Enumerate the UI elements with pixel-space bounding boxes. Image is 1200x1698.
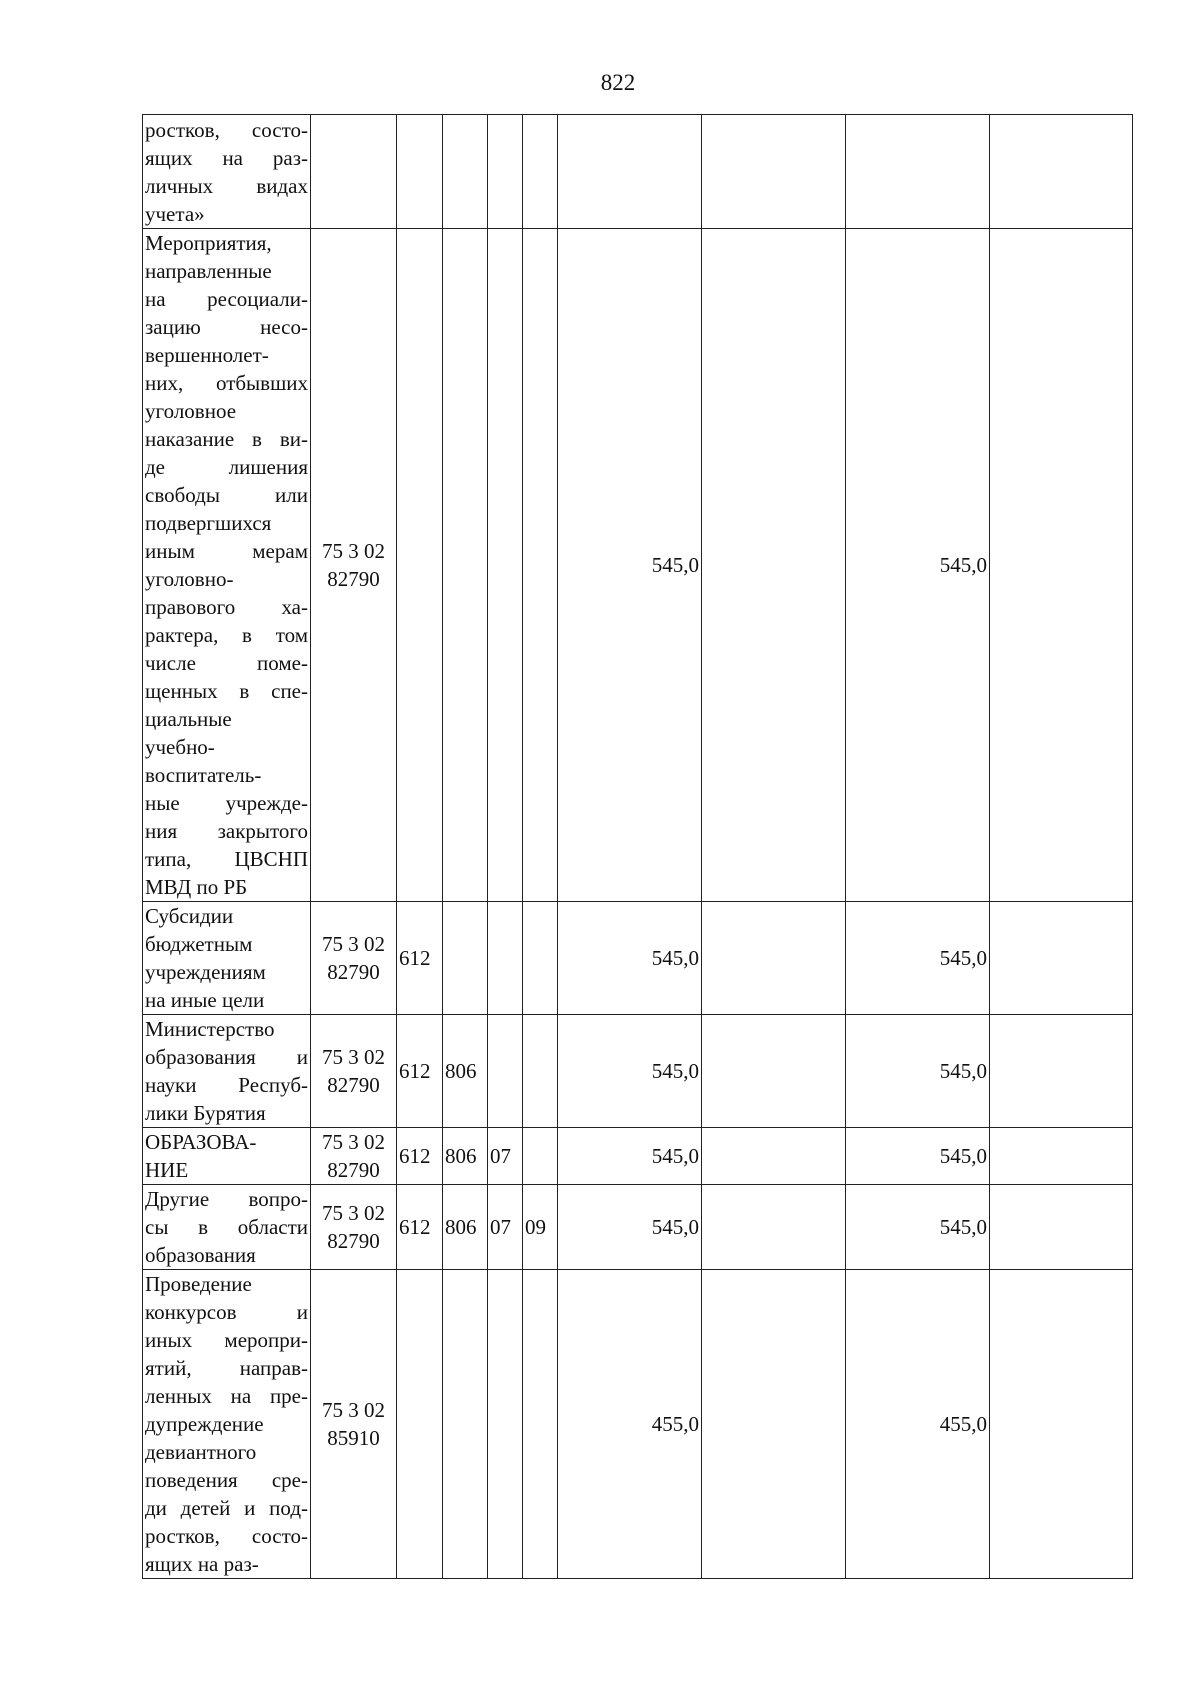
amount-col-4	[990, 902, 1133, 1015]
budget-table	[142, 114, 1133, 1579]
code-col-2: 806	[443, 1128, 488, 1185]
row-name	[143, 1015, 311, 1128]
code-col-2	[443, 1270, 488, 1579]
code-col-3	[488, 1270, 523, 1579]
code-col-3	[488, 229, 523, 902]
row-name-text: ростков, состо- ящих на раз- личных видах учета»	[145, 117, 308, 226]
amount-col-2	[702, 115, 846, 229]
code-col-3: 07	[488, 1185, 523, 1270]
amount-col-4	[990, 1128, 1133, 1185]
code-col-1: 612	[397, 1185, 443, 1270]
code-col-1: 612	[397, 1128, 443, 1185]
row-name-text: Проведение конкурсов и иных меропри- ятий, направ- ленных на пре- дупреждение девиантного поведения сре- ди детей и под- ростков, состо- ящих на раз-	[145, 1272, 308, 1576]
amount-col-4	[990, 1015, 1133, 1128]
row-name	[143, 229, 311, 902]
kbk-code: 75 3 02 82790	[311, 1185, 397, 1270]
amount-col-2	[702, 1015, 846, 1128]
code-col-2	[443, 902, 488, 1015]
row-name	[143, 115, 311, 229]
code-col-4	[523, 902, 558, 1015]
amount-col-4	[990, 115, 1133, 229]
table-row	[143, 1015, 1133, 1128]
code-col-4: 09	[523, 1185, 558, 1270]
table-row	[143, 902, 1133, 1015]
amount-col-3	[846, 115, 990, 229]
code-col-4	[523, 229, 558, 902]
code-col-3	[488, 902, 523, 1015]
table-row	[143, 115, 1133, 229]
row-name-text: Субсидии бюджетным учреждениям на иные цели	[145, 904, 266, 1012]
code-col-4	[523, 1128, 558, 1185]
kbk-code: 75 3 02 82790	[311, 1128, 397, 1185]
kbk-code: 75 3 02 82790	[311, 229, 397, 902]
code-col-3: 07	[488, 1128, 523, 1185]
amount-col-1	[558, 115, 702, 229]
code-col-2: 806	[443, 1185, 488, 1270]
amount-col-3: 455,0	[846, 1270, 990, 1579]
amount-col-2	[702, 1185, 846, 1270]
amount-col-2	[702, 1270, 846, 1579]
amount-col-2	[702, 902, 846, 1015]
table-row	[143, 1185, 1133, 1270]
row-name-text: Другие вопро- сы в области образования	[145, 1187, 308, 1267]
code-col-3	[488, 115, 523, 229]
code-col-4	[523, 1015, 558, 1128]
row-name	[143, 902, 311, 1015]
amount-col-1: 545,0	[558, 1015, 702, 1128]
code-col-3	[488, 1015, 523, 1128]
kbk-code: 75 3 02 85910	[311, 1270, 397, 1579]
kbk-code	[311, 115, 397, 229]
row-name	[143, 1185, 311, 1270]
code-col-1	[397, 115, 443, 229]
row-name	[143, 1128, 311, 1185]
amount-col-3: 545,0	[846, 229, 990, 902]
row-name-text: ОБРАЗОВА- НИЕ	[145, 1130, 257, 1182]
amount-col-2	[702, 229, 846, 902]
kbk-code: 75 3 02 82790	[311, 902, 397, 1015]
amount-col-4	[990, 1185, 1133, 1270]
table-row	[143, 1128, 1133, 1185]
code-col-4	[523, 1270, 558, 1579]
kbk-code: 75 3 02 82790	[311, 1015, 397, 1128]
code-col-1: 612	[397, 902, 443, 1015]
amount-col-3: 545,0	[846, 1185, 990, 1270]
code-col-2: 806	[443, 1015, 488, 1128]
amount-col-1: 545,0	[558, 902, 702, 1015]
page-number: 822	[600, 70, 636, 95]
code-col-1	[397, 1270, 443, 1579]
code-col-1	[397, 229, 443, 902]
amount-col-3: 545,0	[846, 902, 990, 1015]
amount-col-3: 545,0	[846, 1015, 990, 1128]
code-col-2	[443, 229, 488, 902]
table-row	[143, 229, 1133, 902]
row-name-text: Мероприятия, направленные на ресоциали- зацию несо- вершеннолет- них, отбывших уголовное наказание в ви- де лишения свободы или подвергшихся иным мерам уголовно- правового ха- рактера, в том числе поме- щенных в спе- циальные учебно- воспитатель- ные учрежде- ния закрытого типа, ЦВСНП МВД по РБ	[145, 231, 308, 899]
code-col-1: 612	[397, 1015, 443, 1128]
row-name-text: Министерство образования и науки Респуб- лики Бурятия	[145, 1017, 308, 1125]
amount-col-4	[990, 1270, 1133, 1579]
code-col-4	[523, 115, 558, 229]
code-col-2	[443, 115, 488, 229]
amount-col-4	[990, 229, 1133, 902]
amount-col-1: 545,0	[558, 229, 702, 902]
amount-col-2	[702, 1128, 846, 1185]
amount-col-1: 545,0	[558, 1128, 702, 1185]
table-row	[143, 1270, 1133, 1579]
amount-col-1: 455,0	[558, 1270, 702, 1579]
row-name	[143, 1270, 311, 1579]
amount-col-3: 545,0	[846, 1128, 990, 1185]
amount-col-1: 545,0	[558, 1185, 702, 1270]
